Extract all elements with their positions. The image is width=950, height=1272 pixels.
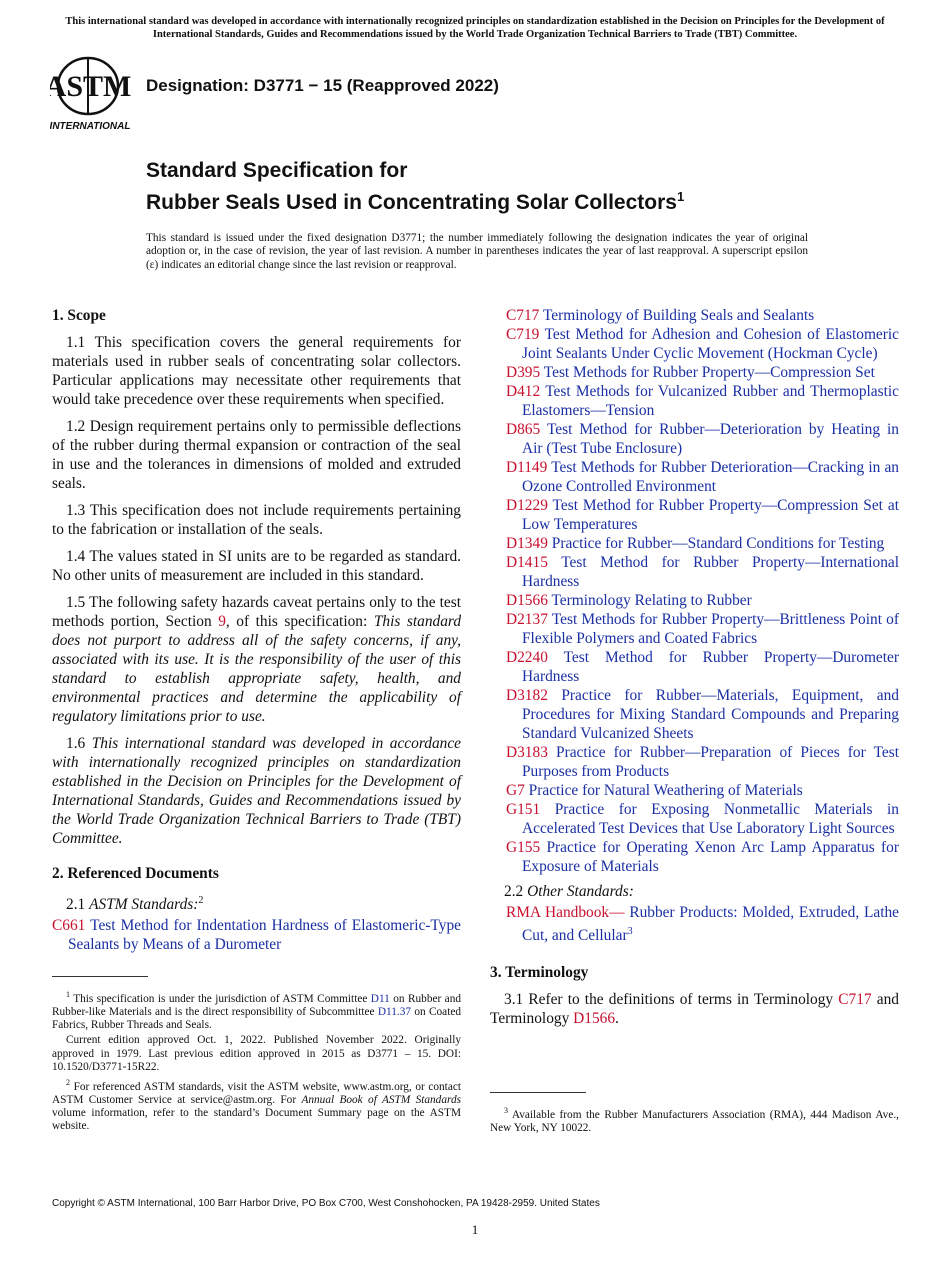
reference-item[interactable]: D2137 Test Methods for Rubber Property—Brittleness Point of Flexible Polymers and Coated Fabrics xyxy=(506,611,899,647)
footnotes-right xyxy=(490,1104,899,1137)
reference-list-right xyxy=(490,306,899,876)
reference-item[interactable]: D1349 Practice for Rubber—Standard Conditions for Testing xyxy=(506,535,885,552)
footnote-1: $^1$ This specification is under the jurisdiction of ASTM Committee D11 on Rubber and Rubber-like Materials and is the direct responsibility of Subcommittee D11.37 on Coated Fabrics, Rubber Threads and Seals. xyxy=(52,990,461,1032)
reference-item[interactable]: D3182 Practice for Rubber—Materials, Equipment, and Procedures for Mixing Standard Compounds and Preparing Standard Vulcanized Sheets xyxy=(506,687,899,742)
scope-1-3: 1.3 This specification does not include requirements pertaining to the fabrication or installation of the seals. xyxy=(52,502,461,538)
reference-item[interactable]: RMA Handbook— Rubber Products: Molded, Extruded, Lathe Cut, and Cellular$^3$ xyxy=(506,904,899,945)
reference-item[interactable]: D1229 Test Method for Rubber Property—Compression Set at Low Temperatures xyxy=(506,497,899,533)
left-column xyxy=(52,306,461,954)
footnote-3: $^3$ Available from the Rubber Manufacturers Association (RMA), 444 Madison Ave., New York, NY 10022. xyxy=(490,1106,899,1134)
footnotes-left xyxy=(52,988,461,1136)
d11-37-link[interactable]: D11.37 xyxy=(377,1005,412,1018)
terminology-3-1: 3.1 Refer to the definitions of terms in Terminology C717 and Terminology D1566. xyxy=(490,991,900,1028)
reference-item[interactable]: G151 Practice for Exposing Nonmetallic Materials in Accelerated Test Devices that Use Laboratory Light Sources xyxy=(506,801,899,837)
footnote-divider xyxy=(52,976,148,977)
footnote-divider xyxy=(490,1092,586,1093)
other-standards-list xyxy=(490,903,899,945)
reference-item[interactable]: D1149 Test Methods for Rubber Deterioration—Cracking in an Ozone Controlled Environment xyxy=(506,459,899,495)
section-9-link[interactable]: 9 xyxy=(218,613,226,630)
referenced-docs-heading: 2. Referenced Documents xyxy=(52,865,219,882)
scope-1-5: 1.5 The following safety hazards caveat pertains only to the test methods portion, Section 9, of this specification: This standard does not purport to address all of the safety concerns, if any, associated with its use. It is the responsibility of the user of this standard to establish appropriate safety, health, and environmental practices and determine the applicability of regulatory limitations prior to use. xyxy=(52,594,462,725)
d1566-link[interactable]: D1566 xyxy=(573,1010,616,1028)
scope-1-4: 1.4 The values stated in SI units are to be regarded as standard. No other units of measurement are included in this standard. xyxy=(52,548,461,584)
scope-1-6: 1.6 This international standard was developed in accordance with internationally recognized principles on standardization established in the Decision on Principles for the Development of International Standards, Guides and Recommendations issued by the World Trade Organization Technical Barriers to Trade (TBT) Committee. xyxy=(52,735,461,847)
title-line-2: Rubber Seals Used in Concentrating Solar Collectors xyxy=(146,191,677,214)
scope-1-2: 1.2 Design requirement pertains only to permissible deflections of the rubber during thermal expansion or contraction of the seal in use and the tolerances in dimensions of molded and extruded seals. xyxy=(52,418,461,492)
standard-note: This standard is issued under the fixed designation D3771; the number immediately following the designation indicates the year of original adoption or, in the case of revision, the year of last revision. A number in parentheses indicates the year of last reapproval. A superscript epsilon (ε) indicates an editorial change since the last revision or reapproval. xyxy=(146,232,808,271)
other-standards-label: 2.2 Other Standards: xyxy=(504,883,634,900)
footnote-2: $^2$ For referenced ASTM standards, visit the ASTM website, www.astm.org, or contact ASTM Customer Service at service@astm.org. For Annual Book of ASTM Standards volume information, refer to the standard’s Document Summary page on the ASTM website. xyxy=(52,1077,462,1133)
reference-item[interactable]: C717 Terminology of Building Seals and Sealants xyxy=(506,307,815,324)
page-number: 1 xyxy=(471,1222,479,1237)
designation: Designation: D3771 − 15 (Reapproved 2022) xyxy=(146,76,499,95)
reference-item[interactable]: D1566 Terminology Relating to Rubber xyxy=(506,592,752,609)
footnote-1-edition: Current edition approved Oct. 1, 2022. Published November 2022. Originally approved in 1979. Last previous edition approved in 2015 as D3771 – 15. DOI: 10.1520/D3771-15R22. xyxy=(52,1034,461,1073)
scope-1-1: 1.1 This specification covers the general requirements for materials used in rubber seals of concentrating solar collectors. Particular applications may necessitate other requirements that would take precedence over these requirements when specified. xyxy=(52,334,461,408)
page-title xyxy=(146,158,866,216)
reference-item[interactable]: C661 Test Method for Indentation Hardness of Elastomeric-Type Sealants by Means of a Durometer xyxy=(52,917,461,954)
reference-item[interactable]: D1415 Test Method for Rubber Property—International Hardness xyxy=(506,554,899,590)
astm-logo-icon xyxy=(50,56,136,132)
svg-text:ASTM: ASTM xyxy=(50,70,132,103)
astm-standards-label: 2.1 ASTM Standards:$^2$ xyxy=(66,895,204,914)
title-line-1: Standard Specification for xyxy=(146,159,408,182)
reference-item[interactable]: G155 Practice for Operating Xenon Arc Lamp Apparatus for Exposure of Materials xyxy=(506,839,899,875)
reference-list-left xyxy=(52,916,461,954)
c717-link[interactable]: C717 xyxy=(838,991,872,1009)
reference-item[interactable]: D412 Test Methods for Vulcanized Rubber and Thermoplastic Elastomers—Tension xyxy=(506,383,899,419)
logo-org-text: INTERNATIONAL xyxy=(50,121,131,132)
reference-item[interactable]: G7 Practice for Natural Weathering of Materials xyxy=(506,782,803,799)
copyright: Copyright © ASTM International, 100 Barr Harbor Drive, PO Box C700, West Conshohocken, PA 19428-2959. United States xyxy=(52,1198,600,1209)
astm-standards-fn-mark[interactable]: 2 xyxy=(198,895,204,906)
title-footnote-mark[interactable]: 1 xyxy=(676,189,685,204)
right-column xyxy=(490,306,899,1036)
reference-item[interactable]: D3183 Practice for Rubber—Preparation of Pieces for Test Purposes from Products xyxy=(506,744,899,780)
scope-heading: 1. Scope xyxy=(52,307,106,324)
d11-link[interactable]: D11 xyxy=(370,992,390,1005)
top-notice: This international standard was developed in accordance with internationally recognized principles on standardization established in the Decision on Principles for the Development of International Standards, Guides and Recommendations issued by the World Trade Organization Technical Barriers to Trade (TBT) Committee. xyxy=(65,16,885,40)
reference-item[interactable]: C719 Test Method for Adhesion and Cohesion of Elastomeric Joint Sealants Under Cyclic Movement (Hockman Cycle) xyxy=(506,326,899,362)
reference-item[interactable]: D395 Test Methods for Rubber Property—Compression Set xyxy=(506,364,875,381)
reference-item[interactable]: D2240 Test Method for Rubber Property—Durometer Hardness xyxy=(506,649,899,685)
reference-item[interactable]: D865 Test Method for Rubber—Deterioration by Heating in Air (Test Tube Enclosure) xyxy=(506,421,899,457)
terminology-heading: 3. Terminology xyxy=(490,964,589,982)
